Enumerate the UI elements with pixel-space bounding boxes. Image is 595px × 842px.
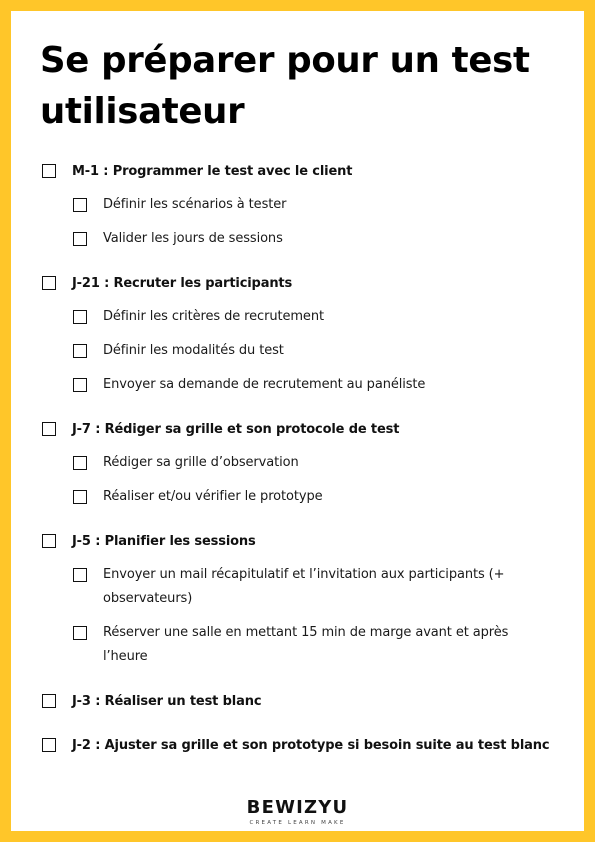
task-label: Définir les critères de recrutement [103, 309, 324, 324]
checkbox[interactable] [42, 164, 56, 178]
checkbox[interactable] [73, 378, 87, 392]
page-title: Se préparer pour un test utilisateur [40, 40, 530, 132]
task-label: Envoyer un mail récapitulatif et l’invitation aux participants (+ observateurs) [103, 567, 505, 606]
checkbox[interactable] [73, 344, 87, 358]
checkbox[interactable] [73, 626, 87, 640]
task-label: Valider les jours de sessions [103, 231, 283, 246]
logo-name: BEWIZYU [246, 797, 349, 818]
checkbox[interactable] [42, 276, 56, 290]
subtask-send-mail[interactable] [73, 567, 548, 611]
task-label: J-5 : Planifier les sessions [72, 534, 256, 549]
checkbox[interactable] [73, 490, 87, 504]
task-label: J-2 : Ajuster sa grille et son prototype si besoin suite au test blanc [72, 738, 550, 753]
checkbox[interactable] [42, 694, 56, 708]
subtask-write-grid[interactable] [73, 455, 548, 475]
task-label: J-3 : Réaliser un test blanc [72, 694, 262, 709]
checkbox[interactable] [42, 422, 56, 436]
task-j21-recruit[interactable] [42, 275, 292, 292]
checkbox[interactable] [73, 456, 87, 470]
task-label: Définir les scénarios à tester [103, 197, 287, 212]
task-j3-dry-run[interactable] [42, 693, 261, 710]
checkbox[interactable] [73, 232, 87, 246]
subtask-define-criteria[interactable] [73, 309, 548, 329]
task-j2-adjust[interactable] [42, 737, 549, 754]
checkbox[interactable] [73, 198, 87, 212]
subtask-define-modalities[interactable] [73, 343, 548, 363]
logo-tagline: CREATE LEARN MAKE [249, 820, 346, 826]
checkbox[interactable] [73, 310, 87, 324]
task-label: Réaliser et/ou vérifier le prototype [103, 489, 323, 504]
task-m1-schedule[interactable] [42, 163, 352, 180]
task-label: M-1 : Programmer le test avec le client [72, 164, 353, 179]
task-label: J-7 : Rédiger sa grille et son protocole de test [72, 422, 400, 437]
checkbox[interactable] [42, 738, 56, 752]
brand-logo [11, 797, 584, 827]
subtask-book-room[interactable] [73, 625, 548, 669]
task-label: Réserver une salle en mettant 15 min de marge avant et après l’heure [103, 625, 509, 664]
subtask-send-request[interactable] [73, 377, 548, 397]
task-j5-plan[interactable] [42, 533, 256, 550]
subtask-prototype[interactable] [73, 489, 548, 509]
task-label: Rédiger sa grille d’observation [103, 455, 299, 470]
task-label: J-21 : Recruter les participants [72, 276, 293, 291]
task-label: Envoyer sa demande de recrutement au panéliste [103, 377, 426, 392]
checkbox[interactable] [73, 568, 87, 582]
subtask-define-scenarios[interactable] [73, 197, 548, 217]
checkbox[interactable] [42, 534, 56, 548]
subtask-validate-days[interactable] [73, 231, 548, 251]
task-label: Définir les modalités du test [103, 343, 284, 358]
task-j7-protocol[interactable] [42, 421, 399, 438]
